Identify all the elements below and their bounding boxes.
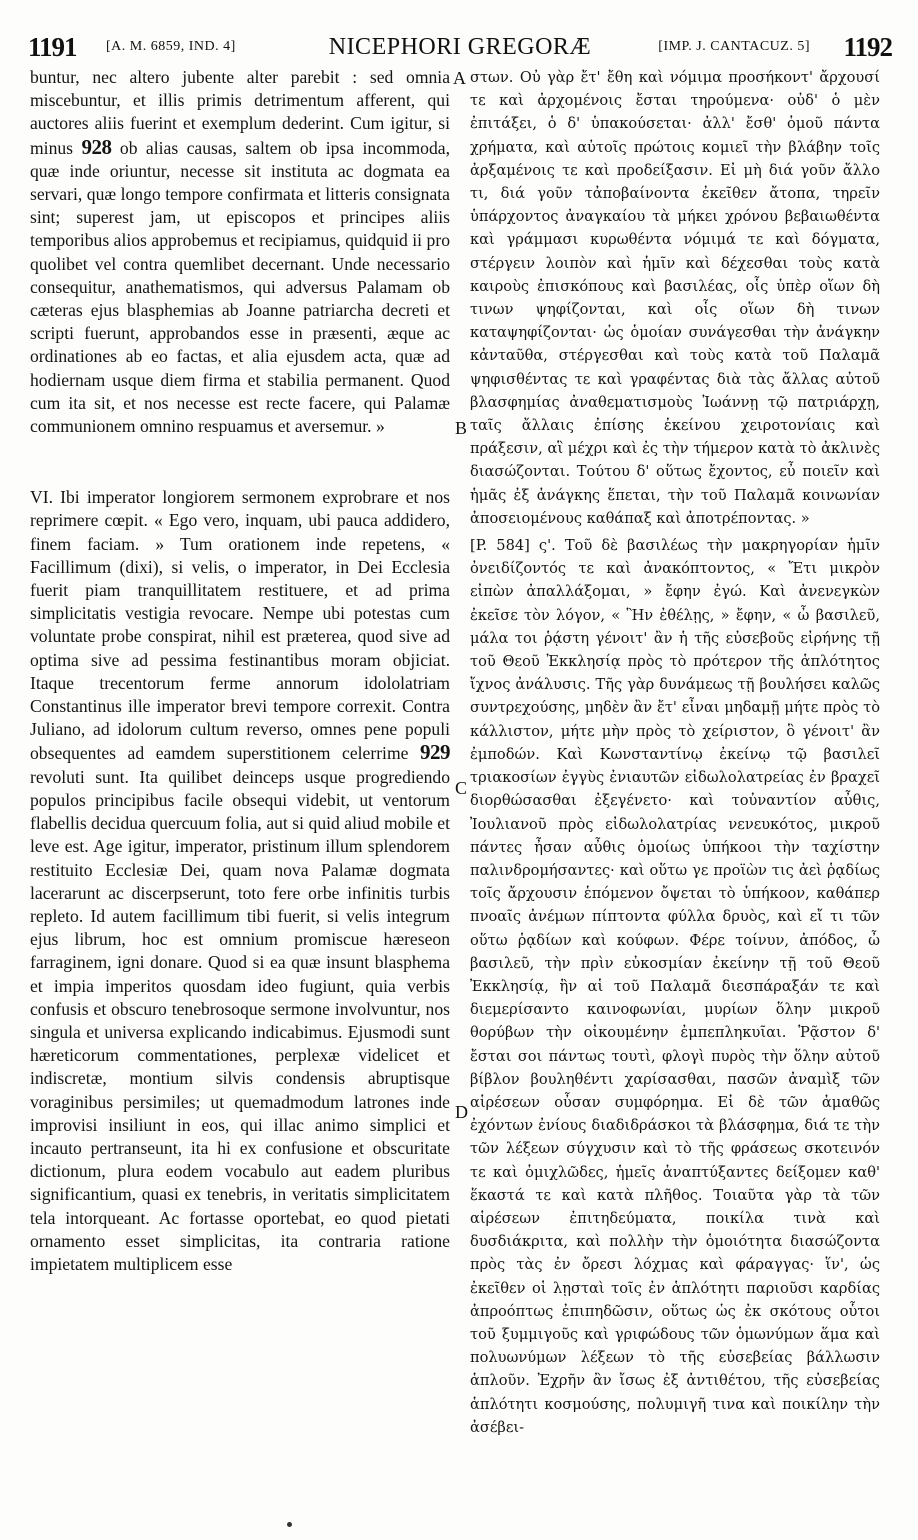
running-title: NICEPHORI GREGORÆ (328, 34, 592, 60)
inline-page-number: 928 (81, 134, 112, 159)
left-running-reference: [A. M. 6859, IND. 4] (106, 39, 236, 54)
page-header (28, 30, 892, 64)
latin-text: buntur, nec altero jubente alter parebit : sed omnia miscebuntur, et illis primis detrimentum afferent, qui auctores aliis fuerint et exemplum dederint. Cum igitur, si minus (30, 67, 450, 158)
latin-paragraph (30, 486, 450, 1276)
latin-text: revoluti sunt. Ita quilibet deinceps usque progrediendo populos principibus facile obsequi videbit, ut ventorum flabellis decidua quercuum folia, aut si quid aliud mobile et leve est. Age igitur, imperator, pristinum illum splendorem restituito Ecclesiæ Dei, quam nova Palamæ dogmata lacerarunt ac discerpserunt, toto fere orbe infinitis turbis repleto. Id autem facillimum tibi fuerit, si velis integrum ejus librum, hoc est omnium promiscue hæreseon farraginem, igni donare. Quod si ea quæ insunt blasphema et impia imperitos quosdam ideo fugiunt, quia verbis confusis et obscuro tenebrosoque sermone involvuntur, nos singula et universa explicando indicabimus. Ejusmodi sunt hæreticorum commentationes, perplexæ videlicet et indiscretæ, montium silvis condensis abruptisque voraginibus persimiles; ut quemadmodum latrones inde improvisi insiliunt in eos, qui illac animo simplici et incauto pertranseunt, ita hi ex confusione et obscuritate dictionum, plura eodem vocabulo aut eadem pluribus significantium, quasi ex tenebris, in veritatis simplicitatem tela intorqueant. Ac fortasse oportebat, eo quod pietati ornamento esset simplicitas, ita contraria ratione impietatem multiplicem esse (30, 766, 450, 1274)
latin-text: VI. Ibi imperator longiorem sermonem exprobrare et nos reprimere cœpit. « Ego vero, inquam, ubi pauca addidero, finem faciam. » Tum orationem inde repetens, « Facillimum (dixi), si velis, o imperator, in Dei Ecclesia fuerit piam tranquillitatem restituere, et ad prima simplicitatis vestigia revocare. Nempe ubi potestas cum voluntate probe conspirat, nihil est præterea, quod sive ad optima sive ad pessima festinantibus moram objiciat. Itaque trecentorum ferme annorum idololatriam Constantinus ille imperator brevi tempore correxit. Contra Juliano, ad idolorum cultum reverso, omnes pene populi obsequentes ad eamdem superstitionem celerrime (30, 487, 450, 764)
margin-letter: B (455, 418, 468, 438)
right-page-number: 1192 (843, 32, 892, 62)
latin-paragraph (30, 66, 450, 438)
greek-column (470, 66, 880, 1439)
greek-paragraph: [P. 584] ς'. Τοῦ δὲ βασιλέως τὴν μακρηγορίαν ἡμῖν ὀνειδίζοντός τε καὶ ἀνακόπτοντος, « Ἔτι μικρὸν εἰπὼν ἀπαλλάξομαι, » ἔφην ἐγώ. Καὶ ἀνενεγκὼν ἐκεῖσε τὸν λόγον, « Ἣν ἐθέλῃς, » ἔφην, « ὦ βασιλεῦ, μάλα τοι ῥᾴστη γένοιτ' ἂν ἡ τῆς εὐσεβοῦς εἰρήνης τῇ τοῦ Θεοῦ Ἐκκλησίᾳ πρὸς τὸ πρότερον τῆς ἁπλότητος ἴχνος ἀνάλυσις. Τῆς γὰρ δυνάμεως τῇ βουλήσει καλῶς συντρεχούσης, μηδὲν ἂν ἔτ' εἶναι μηδαμῇ μήτε πρὸς τὸ κάλλιστον, μήτε μὴν πρὸς τὸ χείριστον, ὃ γένοιτ' ἂν ἐμποδών. Καὶ Κωνσταντίνῳ ἐκείνῳ τῷ βασιλεῖ τριακοσίων ἐγγὺς ἐνιαυτῶν εἰδωλολατρείας ἐν βραχεῖ διορθώσασθαι ἐξεγένετο· καὶ τοὐναντίον αὖθις, Ἰουλιανοῦ πρὸς εἰδωλολατρίας νενευκότος, μικροῦ πάντες ἦσαν αὖθις ὁμοίως ὑπήκοοι τὴν ταχίστην παλινδρομήσαντες· καὶ οὕτω γε προϊὼν τις ἀεὶ ῥᾳδίως τοῖς ἄρχουσιν ἑπόμενον ὄψεται τὸ ὑπήκοον, καθάπερ πνοαῖς ἀνέμων πίπτοντα φύλλα δρυὸς, καὶ εἴ τι τῶν οὕτω ῥᾳδίων καὶ κούφων. Φέρε τοίνυν, ἀπόδος, ὦ βασιλεῦ, τὴν πρὶν εὐκοσμίαν ἐκείνην τῇ τοῦ Θεοῦ Ἐκκλησίᾳ, ἣν αἱ τοῦ Παλαμᾶ διεσπάραξάν τε καὶ διεμερίσαντο καινοφωνίαι, μυρίων ὅλην μικροῦ θορύβων τὴν οἰκουμένην ἐμπεπληκυῖαι. Ῥᾷστον δ' ἔσται σοι πάντως τουτὶ, φλογὶ πυρὸς τὴν ὅλην αὐτοῦ βίβλον βουληθέντι χαρίσασθαι, πασῶν ἀναμὶξ τῶν αἱρέσεων οὖσαν συμφόρημα. Εἰ δὲ τῶν ἀμαθῶς ἐχόντων ἐνίους διαδιδράσκοι τὰ βλάσφημα, διά τε τὴν τῶν λέξεων σύγχυσιν καὶ τὸ τῆς φράσεως σκοτεινόν τε καὶ ὁμιχλῶδες, ἡμεῖς ἀναπτύξαντες δείξομεν καθ' ἕκαστά τε καὶ κατὰ πλῆθος. Τοιαῦτα γὰρ τὰ τῶν αἱρέσεων ἐπιτηδεύματα, ποικίλα τινὰ καὶ δυσδιάκριτα, καὶ πολλὴν τὴν ὁμοιότητα διασώζοντα πρὸς τὰς ἐν ὄρεσι λόχμας καὶ φάραγγας· ἵν', ὡς ἐκεῖθεν οἱ λῃσταὶ τοῖς ἐν ἁπλότητι παριοῦσι καρδίας ἀπροόπτως ἐπιπηδῶσιν, οὕτως ὡς ἐκ σκότους οὗτοι τοῦ ξυμμιγοῦς καὶ γριφώδους τῶν ὁμωνύμων ἅμα καὶ πολυωνύμων λέξεων τὸ τῆς εὐσεβείας βάλλωσιν ἁπλοῦν. Ἐχρῆν ἂν ἴσως ἐξ ἀντιθέτου, τῆς εὐσεβείας ἁπλότητι κοσμούσης, πολυμιγῆ τινα καὶ ποικίλην τὴν ἀσέβει- (470, 537, 880, 1436)
latin-column (30, 66, 450, 1276)
footer-dot (287, 1522, 292, 1527)
inline-page-number: 929 (420, 740, 450, 765)
margin-letter: D (455, 1102, 468, 1122)
latin-text: ob alias causas, saltem ob ipsa incommoda, quæ inde oriuntur, necesse sit instituta ac dogmata ea servari, quæ longo tempore confirmata et litteris consignata sint; superest jam, ut episcopos et principes aliis temporibus alios approbemus et recipiamus, quidquid ii pro quolibet vel contra quemlibet decernant. Unde necessario consequitur, anathematismos, qui adversus Palamam ob cæteras ejus blasphemias ab Joanne patriarcha decreti et scripti fuerunt, approbandos esse in præsenti, æque ac ordinationes ab eo factas, et alia ejusdem acta, quæ ad hodiernam usque diem firma et stabilia permanent. Quod cum ita sit, et nos necesse est recte facere, qui Palamæ communionem omnino respuamus et aversemur. » (30, 137, 450, 437)
right-running-reference: [IMP. J. CANTACUZ. 5] (658, 39, 810, 54)
margin-letter: C (455, 778, 468, 798)
left-page-number: 1191 (28, 32, 77, 62)
greek-paragraph: στων. Οὐ γὰρ ἔτ' ἔθη καὶ νόμιμα προσήκοντ' ἄρχουσί τε καὶ ἀρχομένοις ἔσται τηρούμενα· οὐδ' ὁ μὲν ἐπιτάξει, ὁ δ' ὑπακούσεται· ἀλλ' ἔσθ' ὁμοῦ πάντα χρήματα, καὶ αὐτοῖς πρώτοις κομιεῖ τὴν βλάβην τοῖς ἀρξαμένοις τε καὶ προδείξασιν. Εἰ μὴ διά γοῦν ἄλλο τι, διά γοῦν τἀποβαίνοντα ἐκεῖθεν ἄτοπα, τηρεῖν ὑπάρχοντος ἀναγκαίου τὰ μήκει χρόνου βεβαιωθέντα καὶ γράμμασι κυρωθέντα νόμιμά τε καὶ δόγματα, στέργειν λοιπὸν καὶ ἡμῖν καὶ δέχεσθαι τοὺς κατὰ καιροὺς ἐπισκόπους καὶ βασιλέας, οἷς ὑπὲρ οἵων δὴ τινων ψηφίζονται, καὶ οἷς οἵων δὴ τινων καταψηφίζονται· ὡς ὁμοίαν συνάγεσθαι τὴν ἀνάγκην κἀνταῦθα, στέργεσθαι καὶ τοὺς κατὰ τοῦ Παλαμᾶ ψηφισθέντας τε καὶ γραφέντας διὰ τὰς ἄλλας αὐτοῦ βλασφημίας ἀναθεματισμοὺς Ἰωάννῃ τῷ πατριάρχῃ, ταῖς ἄλλαις ἐπίσης ἐκείνου χειροτονίαις καὶ πράξεσιν, αἳ μέχρι καὶ ἐς τὴν τήμερον κατὰ τὸ ἀκλινὲς διασώζονται. Τούτου δ' οὕτως ἔχοντος, εὖ ποιεῖν καὶ ἡμᾶς ἐξ ἀνάγκης ἕπεται, τὴν τοῦ Παλαμᾶ κοινωνίαν ἀποσειομένους καθάπαξ καὶ ἀποτρέποντας. » (470, 69, 880, 527)
margin-letter: A (453, 68, 466, 88)
